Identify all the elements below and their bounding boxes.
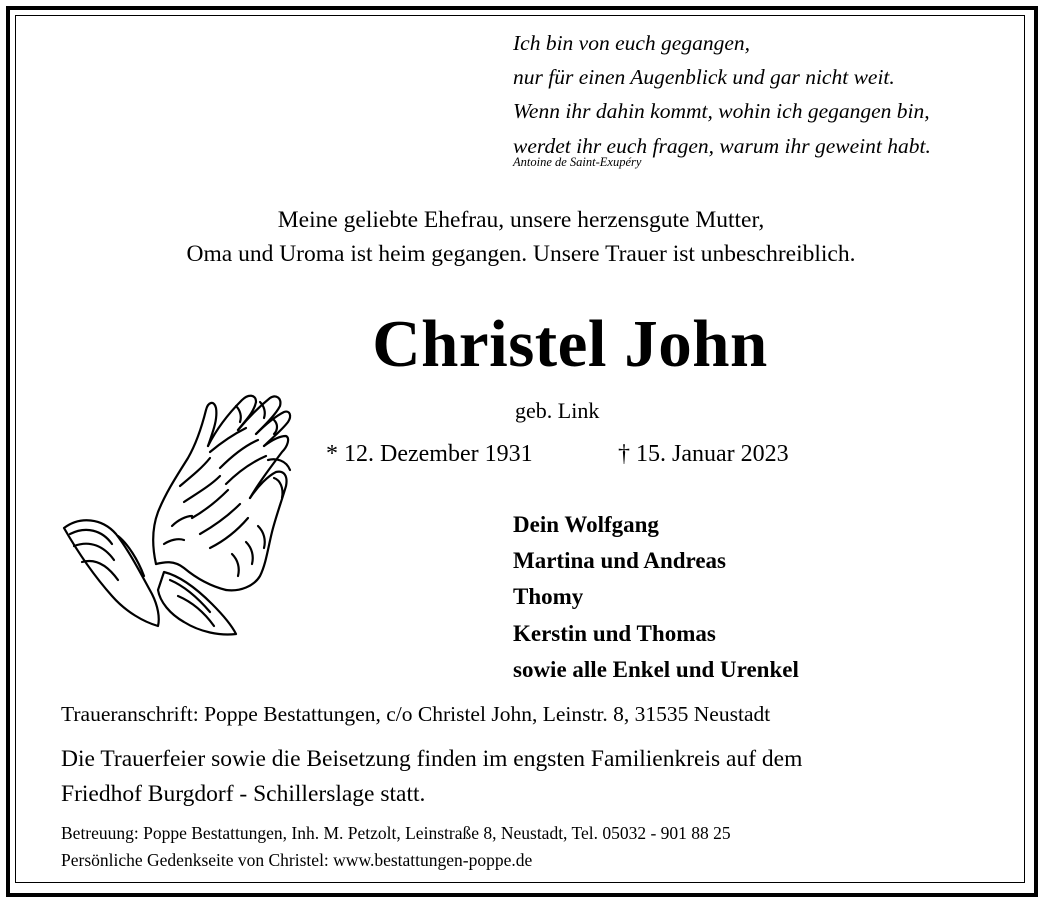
poem-line: nur für einen Augenblick und gar nicht weit.: [513, 65, 895, 90]
funeral-home-contact: Betreuung: Poppe Bestattungen, Inh. M. Petzolt, Leinstraße 8, Neustadt, Tel. 05032 - 901 88 25: [61, 823, 731, 843]
mourner: Kerstin und Thomas: [513, 620, 716, 646]
mourner: Thomy: [513, 584, 584, 610]
poem-line: werdet ihr euch fragen, warum ihr geweint habt.: [513, 133, 931, 158]
deceased-name: Christel John: [372, 307, 768, 381]
poem-line: Ich bin von euch gegangen,: [513, 31, 751, 55]
intro-line: Meine geliebte Ehefrau, unsere herzensgute Mutter,: [277, 207, 765, 233]
mourner: sowie alle Enkel und Urenkel: [513, 656, 799, 682]
poem-author: Antoine de Saint-Exupéry: [513, 155, 642, 169]
mourner: Dein Wolfgang: [513, 512, 659, 537]
footer: [61, 820, 731, 873]
intro-line: Oma und Uroma ist heim gegangen. Unsere Trauer ist unbeschreiblich.: [186, 241, 856, 267]
mourner: Martina und Andreas: [513, 548, 727, 574]
poem-line: Wenn ihr dahin kommt, wohin ich gegangen bin,: [513, 99, 930, 124]
mourning-address: Traueranschrift: Poppe Bestattungen, c/o Christel John, Leinstr. 8, 31535 Neustadt: [61, 702, 771, 726]
maiden-name: geb. Link: [515, 398, 600, 423]
ceremony-line: Friedhof Burgdorf - Schillerslage statt.: [61, 780, 426, 807]
mourners-list: [513, 507, 799, 688]
death-date: † 15. Januar 2023: [618, 441, 789, 467]
ceremony-notice: [61, 742, 1001, 811]
intro-text: [0, 203, 1042, 271]
memorial-page-link: Persönliche Gedenkseite von Christel: www.bestattungen-poppe.de: [61, 849, 533, 870]
poem: [513, 26, 931, 163]
ceremony-line: Die Trauerfeier sowie die Beisetzung finden im engsten Familienkreis auf dem: [61, 746, 803, 772]
praying-hands-icon: [60, 376, 296, 640]
birth-date: * 12. Dezember 1931: [326, 441, 533, 467]
